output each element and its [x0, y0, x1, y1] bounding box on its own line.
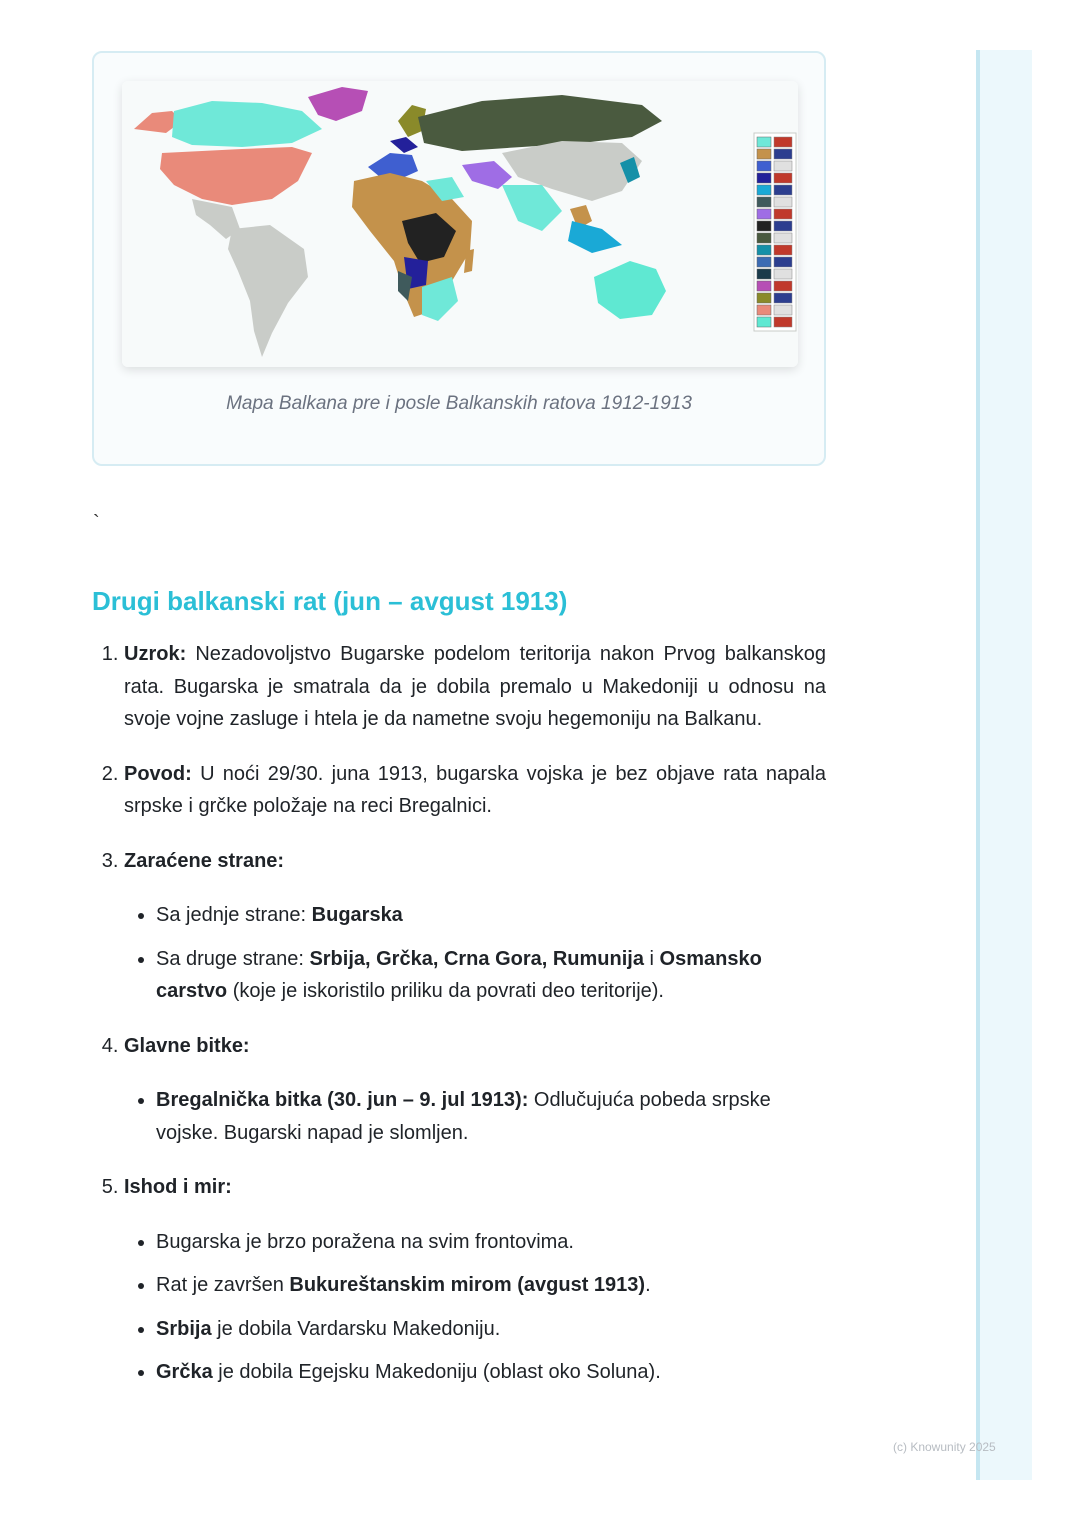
legend-flag-icon: [774, 257, 792, 267]
stray-backtick: `: [93, 512, 100, 534]
legend-swatch: [757, 221, 771, 231]
map-legend: [754, 133, 796, 331]
item-text: Nezadovoljstvo Bugarske podelom teritorija nakon Prvog balkanskog rata. Bugarska je smatrala da je dobila premalo u Makedoniji u odnosu na svoje vojne zasluge i htela je da nametne svoju hegemoniju na Balkanu.: [124, 643, 826, 730]
list-item-zaracene-strane: [124, 845, 826, 1008]
bullet-list: [124, 1084, 826, 1149]
legend-flag-icon: [774, 233, 792, 243]
legend-flag-icon: [774, 197, 792, 207]
legend-flag-icon: [774, 293, 792, 303]
bullet-list: [124, 899, 826, 1008]
item-label: Ishod i mir:: [124, 1176, 232, 1198]
section-title: Drugi balkanski rat (jun – avgust 1913): [92, 586, 568, 616]
legend-swatch: [757, 173, 771, 183]
list-item-povod: [124, 758, 826, 823]
legend-swatch: [757, 269, 771, 279]
list-item-glavne-bitke: [124, 1030, 826, 1150]
right-sidebar-bar: [976, 50, 1032, 1480]
list-item-uzrok: [124, 638, 826, 736]
world-map-svg: [122, 81, 798, 367]
legend-swatch: [757, 185, 771, 195]
legend-swatch: [757, 233, 771, 243]
map-caption: Mapa Balkana pre i posle Balkanskih ratova 1912-1913: [226, 393, 692, 414]
section-content: [92, 638, 826, 1411]
legend-swatch: [757, 197, 771, 207]
legend-flag-icon: [774, 209, 792, 219]
item-label: Glavne bitke:: [124, 1034, 250, 1057]
legend-flag-icon: [774, 137, 792, 147]
bullet-item: • Bugarska je brzo poražena na svim frontovima.: [156, 1226, 826, 1259]
bullet-list: [124, 1226, 826, 1389]
bullet-item: • Grčka je dobila Egejsku Makedoniju (oblast oko Soluna).: [156, 1356, 826, 1389]
map-figure: [92, 51, 826, 466]
item-label: Zaraćene strane:: [124, 849, 285, 872]
legend-swatch: [757, 293, 771, 303]
bullet-item: • Bregalnička bitka (30. jun – 9. jul 1913): Odlučujuća pobeda srpske vojske. Bugarski napad je slomljen.: [156, 1084, 826, 1149]
legend-swatch: [757, 209, 771, 219]
legend-swatch: [757, 245, 771, 255]
legend-swatch: [757, 281, 771, 291]
bullet-item: • Sa druge strane: Srbija, Grčka, Crna Gora, Rumunija i Osmansko carstvo (koje je iskoristilo priliku da povrati deo teritorije).: [156, 943, 826, 1008]
item-text: U noći 29/30. juna 1913, bugarska vojska je bez objave rata napala srpske i grčke položaje na reci Bregalnici.: [124, 762, 826, 817]
legend-flag-icon: [774, 305, 792, 315]
legend-flag-icon: [774, 173, 792, 183]
legend-flag-icon: [774, 269, 792, 279]
legend-swatch: [757, 137, 771, 147]
item-label: Uzrok:: [124, 643, 187, 665]
list-item-ishod-i-mir: [124, 1171, 826, 1389]
legend-flag-icon: [774, 185, 792, 195]
legend-swatch: [757, 305, 771, 315]
legend-swatch: [757, 161, 771, 171]
legend-swatch: [757, 317, 771, 327]
world-map-image: [122, 81, 798, 367]
copyright-footer: (c) Knowunity 2025: [893, 1440, 996, 1454]
item-label: Povod:: [124, 762, 192, 785]
legend-flag-icon: [774, 281, 792, 291]
legend-swatch: [757, 257, 771, 267]
legend-flag-icon: [774, 149, 792, 159]
legend-flag-icon: [774, 221, 792, 231]
legend-flag-icon: [774, 245, 792, 255]
bullet-item: • Sa jednje strane: Bugarska: [156, 899, 826, 932]
bullet-item: • Srbija je dobila Vardarsku Makedoniju.: [156, 1313, 826, 1346]
legend-flag-icon: [774, 317, 792, 327]
bullet-item: • Rat je završen Bukureštanskim mirom (avgust 1913).: [156, 1269, 826, 1302]
legend-swatch: [757, 149, 771, 159]
numbered-list: [92, 638, 826, 1389]
legend-flag-icon: [774, 161, 792, 171]
